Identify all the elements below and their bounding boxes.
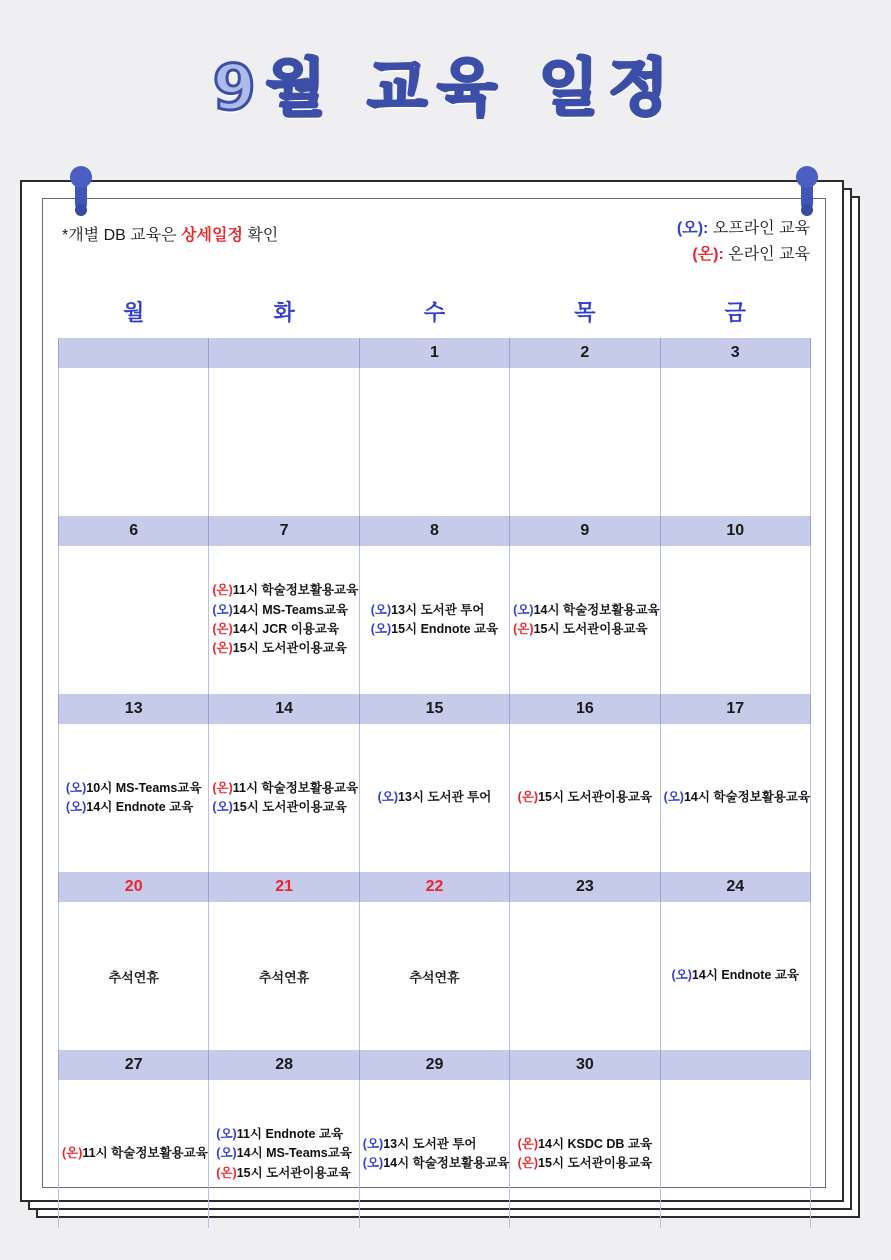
event-list (66, 779, 202, 818)
event-text: 15시 도서관이용교육 (538, 1156, 653, 1170)
calendar-daynum-row (59, 872, 811, 902)
day-number-15: 15 (359, 694, 509, 724)
day-cell-9 (510, 546, 660, 694)
event-item (371, 601, 498, 620)
day-cell-28 (209, 1080, 359, 1228)
event-offline-code: (오) (370, 622, 392, 636)
calendar-daynum-row (59, 694, 811, 724)
event-item (672, 966, 799, 985)
event-list (363, 1135, 509, 1174)
day-cell-27 (59, 1080, 209, 1228)
calendar-weekday-header (59, 292, 811, 338)
day-cell-17 (660, 724, 810, 872)
event-text: 14시 JCR 이용교육 (232, 622, 340, 636)
event-item (363, 1135, 509, 1154)
day-number-17: 17 (660, 694, 810, 724)
event-offline-code: (오) (362, 1156, 384, 1170)
event-list (62, 1144, 208, 1163)
event-item (62, 1144, 208, 1163)
event-item (518, 1135, 652, 1154)
event-text: 14시 MS-Teams교육 (236, 1146, 352, 1161)
event-text: 15시 도서관이용교육 (236, 1165, 351, 1180)
event-offline-code: (오) (216, 1146, 237, 1161)
event-online-code: (온) (212, 583, 233, 598)
event-online-code: (온) (212, 641, 233, 656)
day-number-16: 16 (510, 694, 660, 724)
event-offline-code: (오) (513, 602, 534, 617)
page-title: 9월 교육 일정 (212, 51, 679, 124)
legend-online-code: (온): (692, 246, 724, 264)
event-text: 14시 Endnote 교육 (86, 800, 194, 814)
event-item (216, 1164, 352, 1183)
day-number-27: 27 (59, 1050, 209, 1080)
calendar-paper (20, 180, 844, 1202)
event-online-code: (온) (513, 622, 534, 636)
event-online-code: (온) (216, 1165, 237, 1180)
event-offline-code: (오) (362, 1136, 384, 1151)
event-text: 15시 Endnote 교육 (391, 622, 499, 636)
holiday-label: 추석연휴 (108, 969, 159, 985)
weekday-thu: 목 (574, 300, 596, 325)
event-item (513, 620, 659, 639)
day-number-7: 7 (209, 516, 359, 546)
calendar-body (59, 338, 811, 1228)
day-number-9: 9 (510, 516, 660, 546)
event-offline-code: (오) (212, 800, 233, 814)
day-cell-22 (359, 902, 509, 1050)
event-item (363, 1154, 509, 1173)
event-item (371, 620, 498, 639)
detail-note (62, 222, 278, 245)
day-cell-13 (59, 724, 209, 872)
event-text: 14시 학술정보활용교육 (383, 1156, 510, 1170)
day-cell-empty (660, 1080, 810, 1228)
holiday-label: 추석연휴 (258, 969, 310, 985)
event-text: 15시 도서관이용교육 (538, 790, 653, 805)
event-text: 14시 MS-Teams교육 (232, 602, 348, 617)
event-item (216, 1144, 352, 1163)
event-text: 14시 학술정보활용교육 (533, 602, 660, 617)
day-cell-3 (660, 368, 810, 516)
calendar-week-row (59, 546, 811, 694)
event-item (66, 779, 202, 798)
event-list (212, 581, 358, 659)
event-offline-code: (오) (370, 602, 392, 617)
event-text: 15시 도서관이용교육 (232, 641, 347, 656)
day-number-24: 24 (660, 872, 810, 902)
pushpin-left-icon (70, 166, 92, 212)
day-cell-8 (359, 546, 509, 694)
event-list (212, 779, 358, 818)
legend-online (677, 242, 810, 268)
event-online-code: (온) (517, 790, 539, 805)
day-number-21: 21 (209, 872, 359, 902)
event-list (378, 788, 492, 807)
day-number-20: 20 (59, 872, 209, 902)
day-cell-21 (209, 902, 359, 1050)
day-number-empty (209, 338, 359, 368)
day-cell-24 (660, 902, 810, 1050)
day-cell-6 (59, 546, 209, 694)
event-text: 14시 Endnote 교육 (691, 968, 799, 983)
event-item (212, 779, 358, 798)
event-list (664, 788, 810, 807)
day-number-2: 2 (510, 338, 660, 368)
day-cell-29 (359, 1080, 509, 1228)
day-number-8: 8 (359, 516, 509, 546)
event-list (513, 601, 659, 640)
event-online-code: (온) (212, 622, 233, 636)
calendar-week-row (59, 368, 811, 516)
day-number-23: 23 (510, 872, 660, 902)
event-text: 10시 MS-Teams교육 (86, 780, 202, 795)
event-item (66, 798, 202, 817)
event-list (672, 966, 799, 985)
event-list (216, 1125, 352, 1183)
day-cell-30 (510, 1080, 660, 1228)
detail-note-highlight: 상세일정 (181, 227, 243, 244)
event-item (212, 798, 358, 817)
day-number-29: 29 (359, 1050, 509, 1080)
day-number-10: 10 (660, 516, 810, 546)
event-text: 11시 학술정보활용교육 (232, 780, 359, 795)
event-offline-code: (오) (216, 1126, 237, 1141)
event-item (378, 788, 492, 807)
event-item (513, 601, 659, 620)
notes-row (58, 216, 810, 274)
event-online-code: (온) (517, 1156, 539, 1170)
event-list (518, 1135, 652, 1174)
event-item (518, 788, 652, 807)
calendar-table (58, 292, 811, 1228)
day-number-30: 30 (510, 1050, 660, 1080)
event-offline-code: (오) (65, 780, 87, 795)
event-item (518, 1154, 652, 1173)
event-online-code: (온) (212, 780, 233, 795)
event-offline-code: (오) (671, 968, 692, 983)
day-cell-7 (209, 546, 359, 694)
event-text: 14시 학술정보활용교육 (683, 790, 811, 805)
day-cell-1 (359, 368, 509, 516)
detail-note-suffix: 확인 (242, 227, 279, 244)
event-text: 13시 도서관 투어 (383, 1136, 477, 1151)
day-number-14: 14 (209, 694, 359, 724)
calendar-daynum-row (59, 1050, 811, 1080)
legend (677, 216, 810, 269)
event-text: 11시 학술정보활용교육 (82, 1146, 208, 1161)
day-cell-10 (660, 546, 810, 694)
calendar-week-row (59, 902, 811, 1050)
legend-offline-code: (오): (676, 220, 709, 237)
event-online-code: (온) (517, 1136, 539, 1151)
day-cell-20 (59, 902, 209, 1050)
day-number-3: 3 (660, 338, 810, 368)
day-cell-empty (209, 368, 359, 516)
event-item (212, 620, 358, 639)
event-text: 13시 도서관 투어 (391, 602, 485, 617)
pushpin-right-icon (796, 166, 818, 212)
day-number-13: 13 (59, 694, 209, 724)
day-number-28: 28 (209, 1050, 359, 1080)
event-offline-code: (오) (377, 790, 399, 805)
event-item (664, 788, 810, 807)
event-offline-code: (오) (212, 602, 233, 617)
day-cell-empty (59, 368, 209, 516)
day-number-1: 1 (359, 338, 509, 368)
event-list (371, 601, 498, 640)
event-text: 11시 학술정보활용교육 (232, 583, 359, 598)
day-cell-16 (510, 724, 660, 872)
event-text: 13시 도서관 투어 (398, 790, 492, 805)
event-offline-code: (오) (663, 790, 684, 805)
event-text: 15시 도서관이용교육 (232, 800, 347, 814)
weekday-wed: 수 (423, 300, 446, 325)
event-offline-code: (오) (65, 800, 87, 814)
event-text: 14시 KSDC DB 교육 (538, 1136, 653, 1151)
event-item (212, 601, 358, 620)
calendar-week-row (59, 724, 811, 872)
event-item (212, 581, 358, 600)
calendar-daynum-row (59, 338, 811, 368)
weekday-tue: 화 (273, 300, 295, 325)
calendar-week-row (59, 1080, 811, 1228)
weekday-fri: 금 (724, 300, 746, 325)
event-list (518, 788, 652, 807)
legend-offline (677, 216, 810, 242)
day-number-6: 6 (59, 516, 209, 546)
day-number-22: 22 (359, 872, 509, 902)
day-cell-14 (209, 724, 359, 872)
day-number-empty (59, 338, 209, 368)
event-online-code: (온) (62, 1146, 83, 1161)
event-item (216, 1125, 352, 1144)
day-cell-2 (510, 368, 660, 516)
legend-online-label: 온라인 교육 (723, 246, 810, 264)
event-item (212, 639, 358, 658)
legend-offline-label: 오프라인 교육 (708, 220, 810, 237)
holiday-label: 추석연휴 (409, 969, 460, 985)
calendar-daynum-row (59, 516, 811, 546)
detail-note-prefix: *개별 DB 교육은 (62, 227, 182, 244)
day-number-empty (660, 1050, 810, 1080)
poster-title-area (0, 38, 891, 127)
weekday-mon: 월 (123, 300, 145, 325)
event-text: 15시 도서관이용교육 (533, 622, 648, 636)
day-cell-15 (359, 724, 509, 872)
event-text: 11시 Endnote 교육 (236, 1126, 344, 1141)
day-cell-23 (510, 902, 660, 1050)
